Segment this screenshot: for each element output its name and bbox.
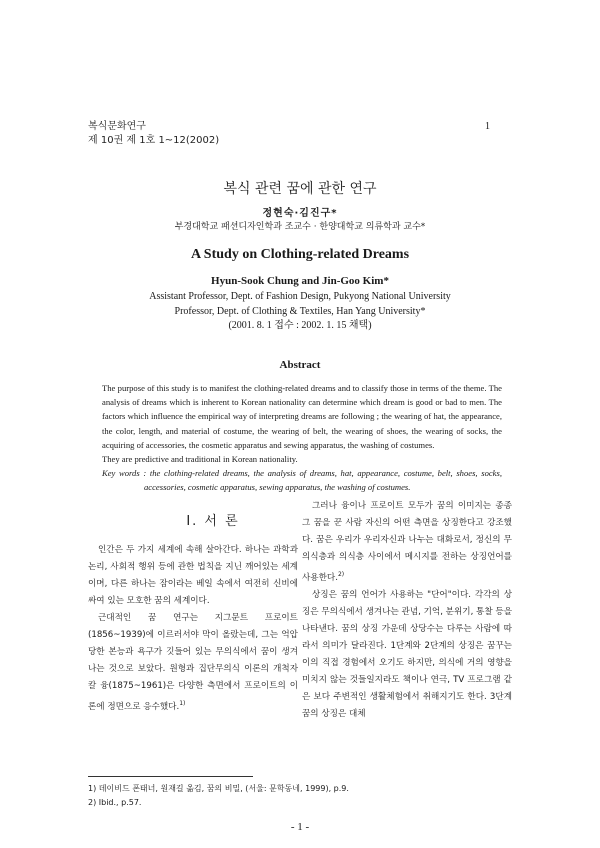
page-footer: - 1 -	[290, 821, 310, 833]
affiliation-english	[0, 290, 600, 334]
section-heading: Ⅰ. 서 론	[186, 514, 240, 529]
affiliation-line: Professor, Dept. of Clothing & Textiles, Han Yang University*	[174, 305, 426, 317]
body-paragraph: 인간은 두 가지 세계에 속해 살아간다. 하나는 과학과 논리, 사회적 행위 등에 관한 법칙을 지닌 깨어있는 세계이며, 다른 하나는 잠이라는 베일 속에서 여전히 신비에 싸여 있는 모호한 꿈의 세계이다.	[88, 545, 298, 606]
authors-english: Hyun-Sook Chung and Jin-Goo Kim*	[211, 275, 389, 287]
title-korean: 복식 관련 꿈에 관한 연구	[223, 181, 377, 197]
footnotes	[88, 782, 349, 810]
keywords: Key words : the clothing-related dreams, the analysis of dreams, hat, appearance, costume, belt, shoes, socks, accessories, cosmetic apparatus, sewing apparatus, the washing of costumes.	[102, 468, 502, 493]
affiliation-line: Assistant Professor, Dept. of Fashion Design, Pukyong National University	[149, 291, 451, 302]
abstract-heading: Abstract	[279, 359, 321, 371]
left-column	[88, 542, 298, 716]
page-number: 1	[485, 121, 490, 132]
abstract-body	[102, 381, 502, 495]
body-text: 근대적인 꿈 연구는 지그문트 프로이트(1856~1939)에 이르러서야 막이 올랐는데, 그는 억압당한 본능과 욕구가 깃들어 있는 무의식에서 꿈이 생겨나는 것으로 보았다. 원형과 집단무의식 이론의 개척자 칼 융(1875~1961)은 다양한 측면에서 프로이트의 이론에 정면으로 응수했다.	[88, 613, 298, 712]
abstract-paragraph: The purpose of this study is to manifest the clothing-related dreams and to classify those in terms of the theme. The analysis of dreams which is inherent to Korean nationality can determine which dream is good or bad to men. The factors which influence the empirical way of interpreting dreams are following ; the wearing of hat, the appearance, the color, length, and material of costume, the wearing of belt, the wearing of shoes, the wearing of socks, the acquiring of accessories, the cosmetic apparatus and sewing apparatus, the washing of costumes.	[102, 383, 502, 450]
authors-korean: 정현숙·김진구*	[262, 208, 338, 219]
received-date: (2001. 8. 1 접수 : 2002. 1. 15 채택)	[228, 320, 372, 331]
abstract-paragraph: They are predictive and traditional in Korean nationality.	[102, 454, 298, 465]
footnote-divider	[88, 776, 253, 777]
title-english: A Study on Clothing-related Dreams	[190, 247, 410, 262]
affiliation-korean: 부경대학교 패션디자인학과 조교수 · 한양대학교 의류학과 교수*	[174, 222, 426, 232]
body-paragraph	[88, 610, 298, 716]
journal-name: 복식문화연구	[88, 121, 146, 132]
right-column	[302, 498, 512, 723]
footnote-ref[interactable]: 2)	[337, 571, 345, 578]
journal-volume: 제 10권 제 1호 1~12(2002)	[88, 135, 220, 146]
body-text: 그러나 융이나 프로이트 모두가 꿈의 이미지는 종종 그 꿈을 꾼 사람 자신의 어떤 측면을 상징한다고 강조했다. 꿈은 우리가 우리자신과 나누는 대화로서, 정신의 무의식층과 의식층 사이에서 메시지를 전하는 상징언어를 사용한다.	[302, 501, 512, 583]
footnote-ref[interactable]: 1)	[179, 700, 186, 707]
body-paragraph	[302, 498, 512, 587]
body-paragraph: 상징은 꿈의 언어가 사용하는 "단어"이다. 각각의 상징은 무의식에서 생겨나는 관념, 기억, 분위기, 통찰 등을 나타낸다. 꿈의 상징 가운데 상당수는 다루는 사람에 따라서 의미가 달라진다. 1단계와 2단계의 상징은 꿈꾸는 이의 직접 경험에서 오기도 하지만, 의식에 거의 영향을 미치지 않는 것들일지라도 책이나 연극, TV 프로그램 같은 보다 주변적인 생활체험에서 취해지기도 한다. 3단계 꿈의 상징은 대체	[302, 589, 512, 719]
journal-header	[88, 120, 219, 148]
footnote: 1) 데이비드 폰태너, 원재길 옮김, 꿈의 비밀, (서울: 문학동네, 1999), p.9.	[88, 784, 349, 793]
footnote: 2) Ibid., p.57.	[88, 798, 142, 807]
